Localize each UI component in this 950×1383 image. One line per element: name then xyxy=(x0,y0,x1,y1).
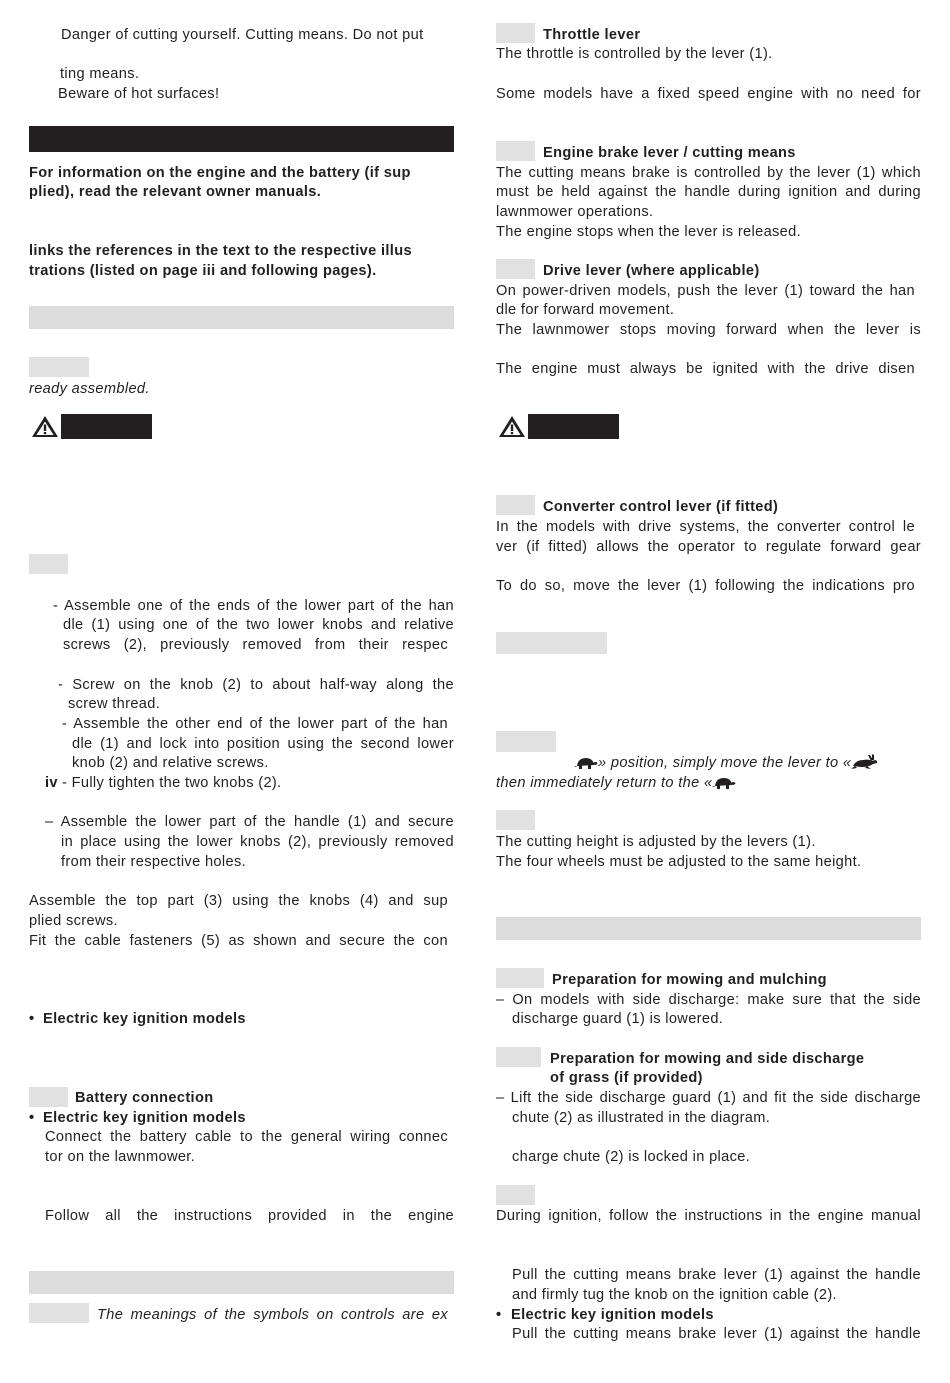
side-discharge-text: – Lift the side discharge guard (1) and fit the side discharge xyxy=(496,1090,921,1106)
throttle-text: Some models have a fixed speed engine with no need for xyxy=(496,86,921,102)
step-3-text: dle (1) and lock into position using the second lower xyxy=(72,736,454,752)
throttle-heading: Throttle lever xyxy=(543,27,641,43)
warning-banner xyxy=(496,414,619,439)
brake-text: The engine stops when the lever is released. xyxy=(496,224,802,240)
ignition-text: Pull the cutting means brake lever (1) against the handle xyxy=(512,1267,921,1283)
drive-text: On power-driven models, push the lever (1) toward the han xyxy=(496,283,915,299)
brake-text: lawnmower operations. xyxy=(496,204,654,220)
section-number-box xyxy=(496,1047,541,1067)
speed-text xyxy=(496,773,736,796)
top-assembly-text: plied screws. xyxy=(29,913,118,929)
safety-text-3: Beware of hot surfaces! xyxy=(58,86,220,102)
step-1-text: dle (1) using one of the two lower knobs and relative xyxy=(63,617,454,633)
section-header-grey xyxy=(496,917,921,940)
drive-text: dle for forward movement. xyxy=(496,302,675,318)
alt-assembly-text: – Assemble the lower part of the handle (1) and secure xyxy=(45,814,454,830)
section-number-box xyxy=(496,259,535,279)
top-assembly-text: Assemble the top part (3) using the knobs (4) and sup xyxy=(29,893,448,909)
reference-text-1: links the references in the text to the respective illus xyxy=(29,243,412,259)
bullet: • xyxy=(29,1011,35,1027)
battery-text: Connect the battery cable to the general wiring connec xyxy=(45,1129,448,1145)
electric-key-heading: Electric key ignition models xyxy=(43,1110,246,1126)
section-number-box xyxy=(496,968,544,988)
section-number-box xyxy=(29,554,68,574)
mulching-heading: Preparation for mowing and mulching xyxy=(552,972,827,988)
warning-triangle-icon xyxy=(29,414,61,439)
converter-text: In the models with drive systems, the converter control le xyxy=(496,519,915,535)
reference-text-2: trations (listed on page iii and following pages). xyxy=(29,263,377,279)
mulching-text: – On models with side discharge: make sure that the side xyxy=(496,992,921,1008)
bullet: • xyxy=(29,1110,35,1126)
section-header-box xyxy=(496,632,607,654)
step-3-text: knob (2) and relative screws. xyxy=(72,755,269,771)
section-number-box xyxy=(496,495,535,515)
section-number-box xyxy=(29,357,89,377)
ready-assembled-text: ready assembled. xyxy=(29,381,150,397)
side-discharge-heading: Preparation for mowing and side discharge xyxy=(550,1051,865,1067)
mulching-text: discharge guard (1) is lowered. xyxy=(512,1011,724,1027)
brake-text: must be held against the handle during ignition and during xyxy=(496,184,921,200)
ignition-text: During ignition, follow the instructions in the engine manual xyxy=(496,1208,921,1224)
safety-text-2: ting means. xyxy=(60,66,140,82)
side-discharge-heading: of grass (if provided) xyxy=(550,1070,703,1086)
speed-text-1: » position, simply move the lever to « xyxy=(598,755,852,771)
speed-text-2: then immediately return to the « xyxy=(496,775,713,791)
section-header-grey xyxy=(29,1271,454,1294)
section-number-box xyxy=(496,810,535,830)
converter-text: ver (if fitted) allows the operator to regulate forward gear xyxy=(496,539,921,555)
symbols-text: The meanings of the symbols on controls are ex xyxy=(97,1307,448,1323)
section-number-box xyxy=(496,731,556,752)
step-1-text: screws (2), previously removed from their respec xyxy=(63,637,448,653)
step-2-text: screw thread. xyxy=(68,696,161,712)
alt-assembly-text: from their respective holes. xyxy=(61,854,246,870)
brake-heading: Engine brake lever / cutting means xyxy=(543,145,796,161)
side-discharge-text: chute (2) as illustrated in the diagram. xyxy=(512,1110,771,1126)
top-assembly-text: Fit the cable fasteners (5) as shown and secure the con xyxy=(29,933,448,949)
section-number-box xyxy=(496,1185,535,1205)
step-1-text: - Assemble one of the ends of the lower part of the han xyxy=(53,598,454,614)
converter-text: To do so, move the lever (1) following the indications pro xyxy=(496,578,915,594)
ignition-text: Pull the cutting means brake lever (1) against the handle xyxy=(512,1326,921,1342)
cutting-height-text: The cutting height is adjusted by the levers (1). xyxy=(496,834,816,850)
throttle-text: The throttle is controlled by the lever (1). xyxy=(496,46,773,62)
ignition-text: and firmly tug the knob on the ignition cable (2). xyxy=(512,1287,837,1303)
follow-instructions-text: Follow all the instructions provided in the engine xyxy=(45,1208,454,1224)
bullet: • xyxy=(496,1307,502,1323)
cutting-height-text: The four wheels must be adjusted to the same height. xyxy=(496,854,862,870)
step-4-number: iv xyxy=(45,775,58,791)
side-discharge-text: charge chute (2) is locked in place. xyxy=(512,1149,751,1165)
section-number-box xyxy=(29,1087,68,1107)
drive-heading: Drive lever (where applicable) xyxy=(543,263,760,279)
battery-text: tor on the lawnmower. xyxy=(45,1149,196,1165)
hare-icon xyxy=(851,754,879,776)
step-2-text: - Screw on the knob (2) to about half-way along the xyxy=(58,677,454,693)
warning-triangle-icon xyxy=(496,414,528,439)
info-text-2: plied), read the relevant owner manuals. xyxy=(29,184,322,200)
section-number-box xyxy=(496,23,535,43)
warning-banner xyxy=(29,414,152,439)
alt-assembly-text: in place using the lower knobs (2), previously removed xyxy=(61,834,454,850)
info-text-1: For information on the engine and the battery (if sup xyxy=(29,165,411,181)
converter-heading: Converter control lever (if fitted) xyxy=(543,499,779,515)
section-header-bar xyxy=(29,126,454,152)
step-4-text: - Fully tighten the two knobs (2). xyxy=(62,775,282,791)
electric-key-heading: Electric key ignition models xyxy=(43,1011,246,1027)
drive-text: The lawnmower stops moving forward when the lever is xyxy=(496,322,921,338)
drive-text: The engine must always be ignited with the drive disen xyxy=(496,361,915,377)
tortoise-icon xyxy=(712,776,736,796)
safety-text-1: Danger of cutting yourself. Cutting means. Do not put xyxy=(61,27,424,43)
section-header-grey xyxy=(29,306,454,329)
battery-connection-heading: Battery connection xyxy=(75,1090,214,1106)
electric-key-heading: Electric key ignition models xyxy=(511,1307,714,1323)
section-number-box xyxy=(29,1303,89,1323)
brake-text: The cutting means brake is controlled by the lever (1) which xyxy=(496,165,921,181)
section-number-box xyxy=(496,141,535,161)
step-3-text: - Assemble the other end of the lower part of the han xyxy=(62,716,448,732)
